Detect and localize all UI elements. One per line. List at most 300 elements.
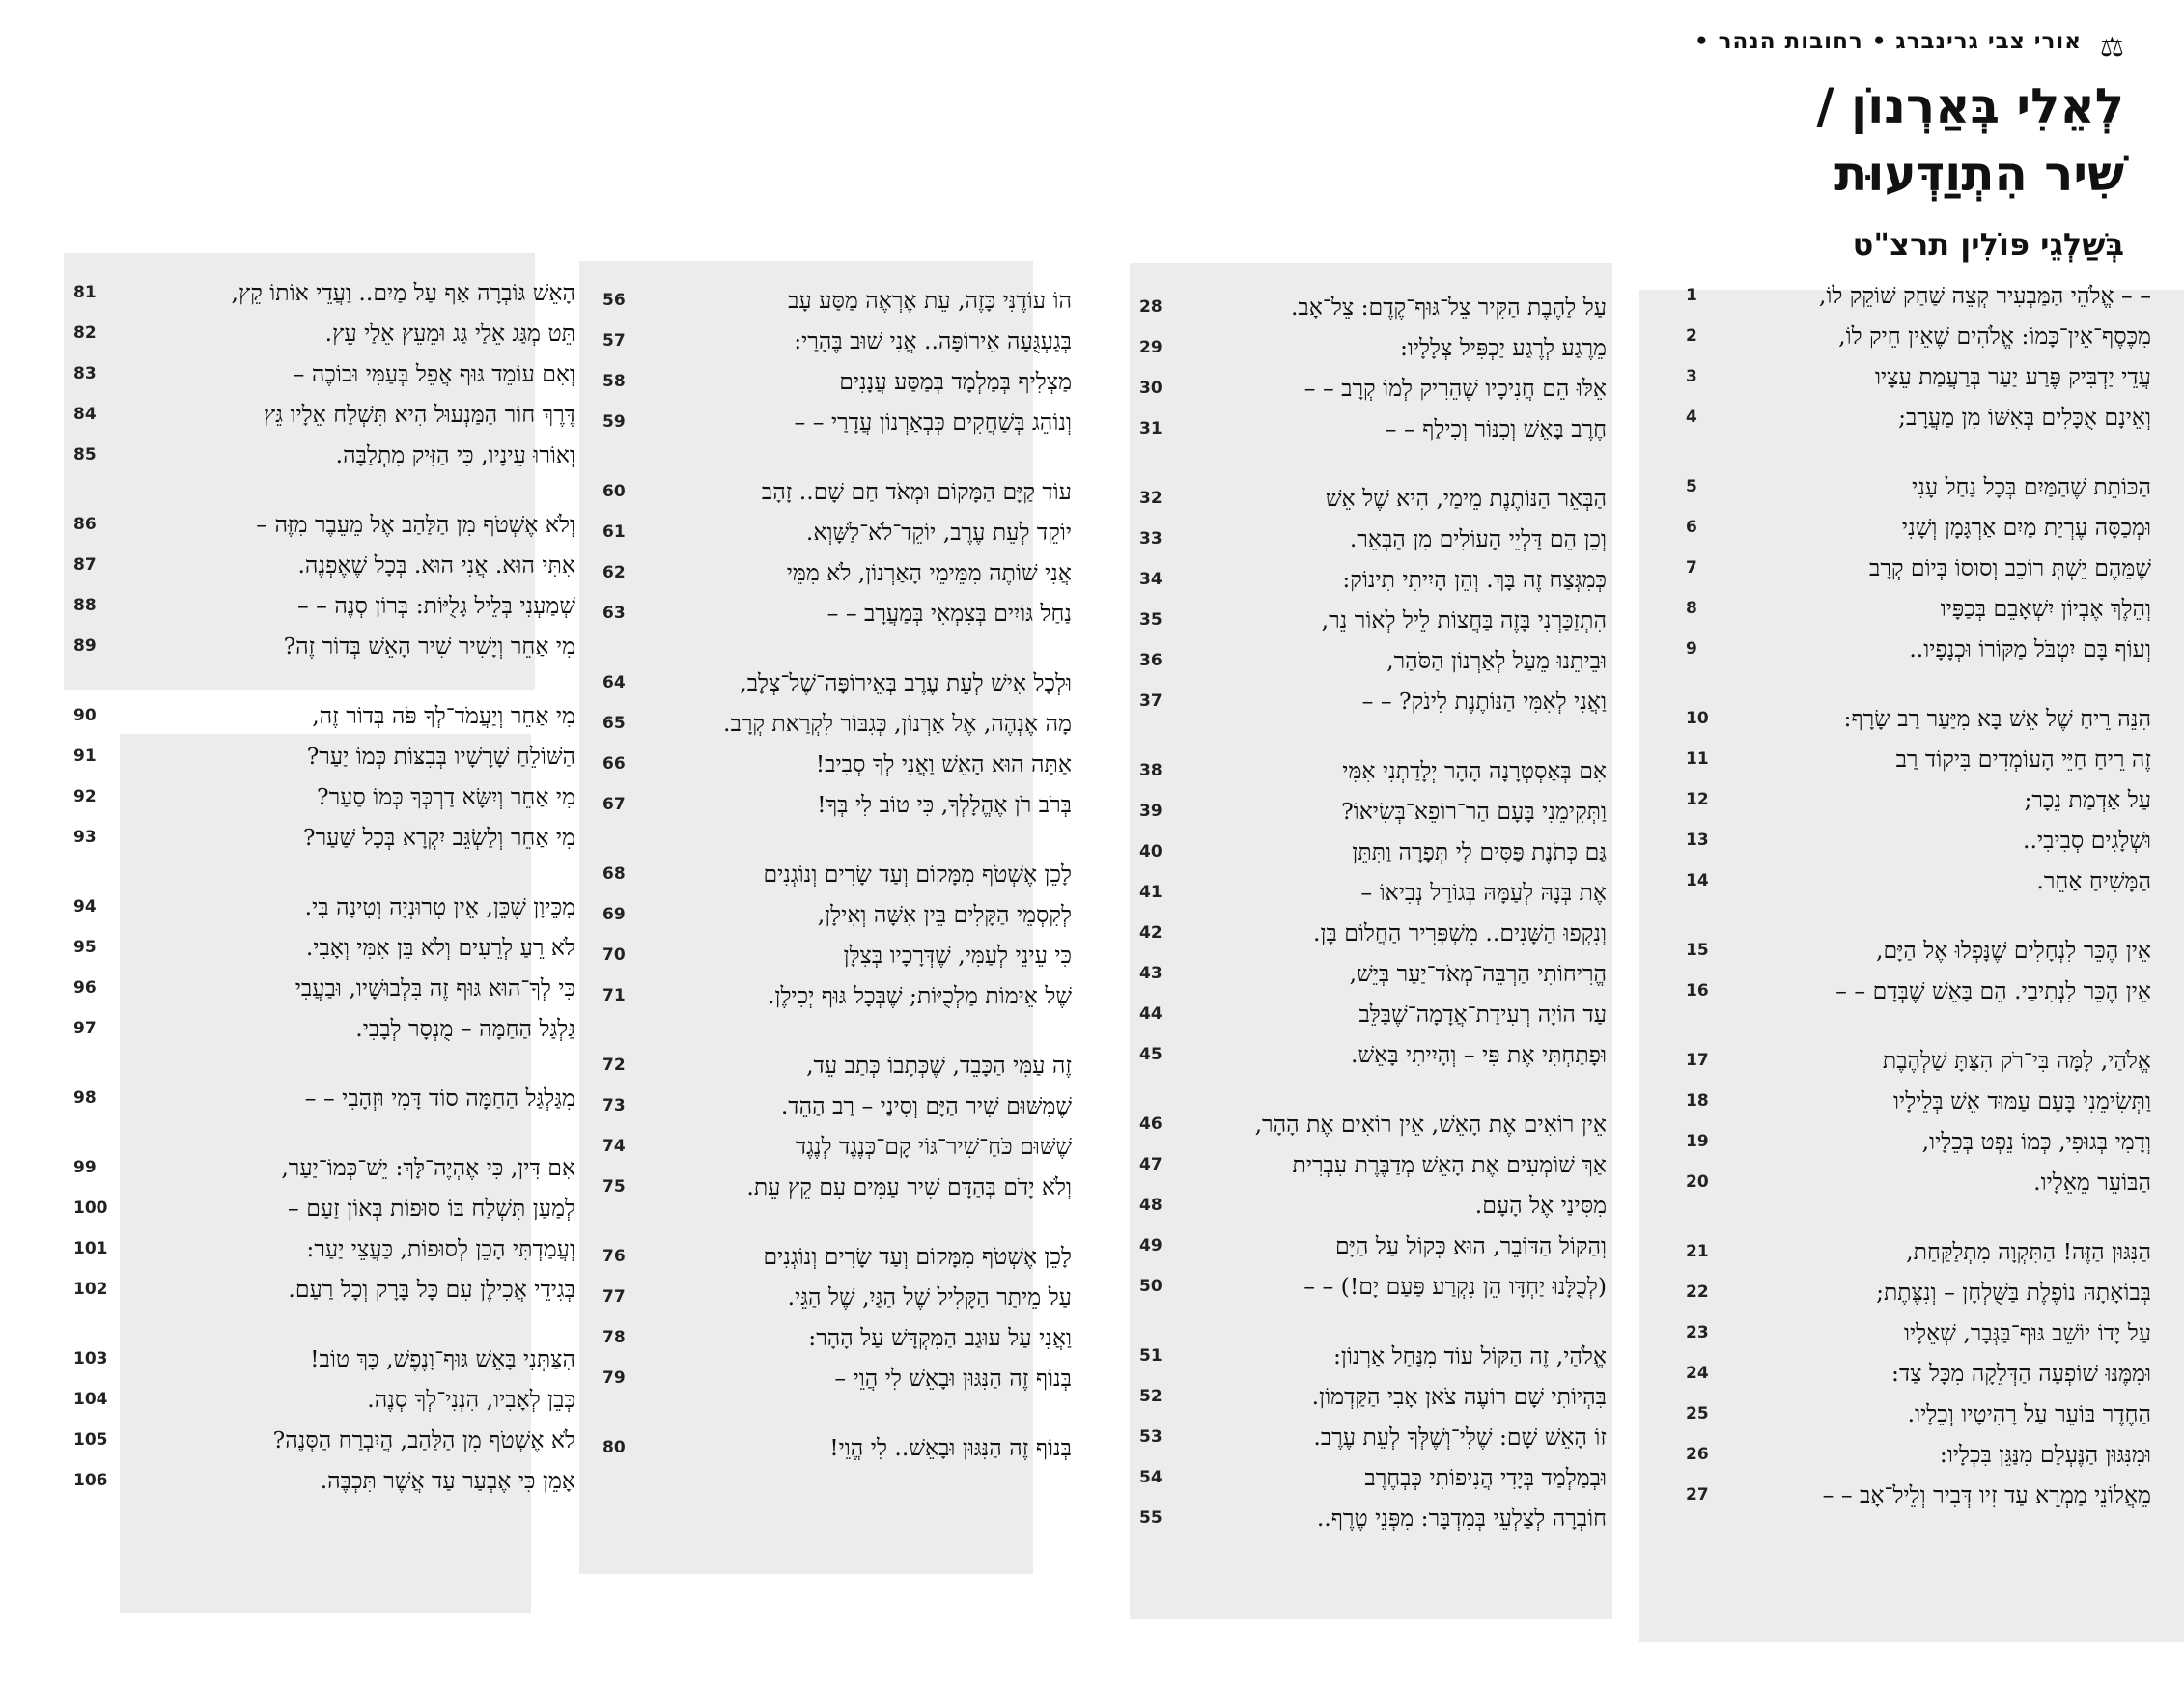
line-number: 53: [1139, 1427, 1162, 1447]
line-number: 73: [602, 1096, 626, 1115]
poem-line: [1132, 1034, 1609, 1075]
poem-line-text: הוֹ עוֹדֶנִּי כָּזֶה, עֵת אֶרְאֶה מַסַּע עָב: [788, 286, 1072, 314]
poem-line: [66, 585, 577, 626]
line-number: 76: [602, 1247, 626, 1266]
poem-line-text: וְלֹא אֶשְׁטֹף מִן הַלַּהַב אֶל מֵעֵבֶר מִזֶּה –: [256, 510, 575, 538]
line-number: 4: [1686, 408, 1697, 427]
poem-line-text: אַתָּה הוּא הָאֵשׁ וַאֲנִי לְךָ סְבִיב!: [815, 749, 1072, 777]
line-number: 98: [73, 1088, 97, 1108]
poem-line-text: מֵאֲלוֹנֵי מַמְרֵא עַד זִיו דְּבִיר וְלֵיל־אָב – –: [1822, 1480, 2151, 1509]
poem-line-text: וּבְמַלְמַד בְּיָדִי הֲנִיפוֹתִי כְּבְחֶרֶב: [1364, 1463, 1607, 1491]
poem-line: [1132, 994, 1609, 1034]
line-number: 100: [73, 1198, 108, 1218]
line-number: 32: [1139, 489, 1162, 508]
poem-line-text: אַךְ שׁוֹמְעִים אֶת הָאֵשׁ מְדַבֶּרֶת עִבְרִית: [1292, 1150, 1607, 1178]
poem-line-text: וְהֵלֶךְ אֶבְיוֹן יִשְׁאָבֵם בְּכַפָּיו: [1940, 594, 2151, 622]
line-number: 97: [73, 1019, 97, 1038]
line-number: 89: [73, 636, 97, 656]
poem-line: [595, 1317, 1074, 1358]
poem-line-text: בִּהְיוֹתִי שָׁם רוֹעֶה צֹאן אָבִי הַקַּדְמוֹן.: [1311, 1382, 1607, 1410]
line-number: 23: [1686, 1323, 1709, 1342]
line-number: 49: [1139, 1236, 1162, 1255]
poem-line: [1132, 327, 1609, 368]
poem-line: [595, 663, 1074, 703]
poem-line-text: מִגַּלְגַּל הַחַמָּה סוֹד דָּמִי וּזְהָבִי – –: [304, 1084, 575, 1112]
line-number: 80: [602, 1438, 626, 1457]
poem-line-text: שְׁמַעְנִי בְּלֵיל גָּלֻיּוֹת: בְּרוֹן סְנֶה – –: [296, 591, 575, 619]
line-number: 103: [73, 1349, 108, 1368]
poem-line-text: וְלֹא יָדֹם בְּהַדָּם שִׁיר עַמִּים עִם קֵץ עֵת.: [746, 1172, 1072, 1200]
line-number: 5: [1686, 477, 1697, 496]
poem-line-text: כִּי לְךָ־הוּא גּוּף זֶה בִּלְבוּשָׁיו, וּבַעֲבִי: [294, 973, 575, 1001]
line-number: 60: [602, 482, 626, 501]
line-number: 18: [1686, 1091, 1709, 1111]
line-number: 6: [1686, 518, 1697, 537]
poem-column-3: [595, 0, 1074, 1692]
poem-line-text: בְּרֹב רֹן אֶהֱלָלְךָ, כִּי טוֹב לִי בְּךָ!: [817, 790, 1072, 818]
poem-line: [66, 435, 577, 475]
poem-line: [1132, 1336, 1609, 1376]
line-number: 31: [1139, 419, 1162, 438]
poem-line: [595, 854, 1074, 894]
poem-line: [66, 1269, 577, 1310]
poem-line: [595, 894, 1074, 935]
poem-line-text: בְּבוֹאָתָהּ נוֹפֶלֶת בַּשֻּׁלְחָן – וְנִצֶּתֶת;: [1876, 1278, 2151, 1306]
poem-line-text: בְּנוֹף זֶה הַנִּגּוּן וּבָאֵשׁ.. לִי הֱוֵי!: [829, 1433, 1072, 1461]
line-number: 64: [602, 673, 626, 692]
poem-line-text: מִסִּינַי אֶל הָעָם.: [1474, 1191, 1607, 1219]
line-number: 91: [73, 747, 97, 766]
poem-line: [1678, 1353, 2153, 1394]
poem-line-text: וּמְכַסָּה עֶרְיַת מַיִם אַרְגָּמָן וְשָׁנִי: [1901, 513, 2151, 541]
line-number: 83: [73, 364, 97, 383]
poem-line-text: לְמַעַן תִּשְׁלַח בּוֹ סוּפוֹת בְּאוֹן זַעַם –: [288, 1194, 575, 1222]
line-number: 85: [73, 445, 97, 465]
poem-line-text: עֲדֵי יַדְבִּיק פֶּרַע יַעַר בְּרַעֲמַת עֵצָיו: [1874, 362, 2151, 390]
poem-line: [1132, 519, 1609, 559]
running-head: אורי צבי גרינברג • רחובות הנהר •: [1694, 29, 2082, 54]
poem-line-text: וּשְׁלָגִים סְבִיבִי..: [2023, 826, 2151, 854]
line-number: 19: [1686, 1132, 1709, 1151]
line-number: 39: [1139, 802, 1162, 821]
line-number: 105: [73, 1430, 108, 1450]
poem-line-text: מַצְלִיף בְּמַלְמָד בְּמַסַּע עֲנָנִים: [839, 367, 1072, 395]
poem-line-text: עַל יָדוֹ יוֹשֵׁב גּוּף־בַּגְּבָר, שְׁאֵלָיו: [1903, 1318, 2151, 1346]
poem-line: [1678, 316, 2153, 356]
line-number: 16: [1686, 981, 1709, 1001]
poem-line-text: אֵין רוֹאִים אֶת הָאֵשׁ, אֵין רוֹאִים אֶת הָהָר,: [1254, 1110, 1607, 1138]
poem-line: [1678, 860, 2153, 901]
poem-line: [1132, 1185, 1609, 1226]
poem-line-text: לָכֵן אֶשְׁטֹף מִמָּקוֹם וְעַד שָׂרִים וְנוֹגְנִים: [763, 1242, 1072, 1270]
poem-line: [66, 1078, 577, 1118]
poem-line: [1678, 356, 2153, 397]
poem-line: [595, 1277, 1074, 1317]
line-number: 61: [602, 522, 626, 542]
poem-line: [595, 1427, 1074, 1468]
poem-line: [1132, 559, 1609, 600]
poem-line-text: גַּם כְּתֹנֶת פַּסִּים לִי תְּפָרָה וַתִּתֵּן: [1352, 837, 1607, 865]
poem-line-text: וְנִקְפוּ הַשָּׁנִים.. מִשְׁפְּרִיר הַחֲלוֹם בָּן.: [1312, 918, 1607, 946]
poem-line-text: וּמִנִּגּוּן הַנֶּעְלָם מִנַּגֵּן בִּכְלָיו:: [1939, 1440, 2151, 1468]
poem-line: [66, 817, 577, 858]
line-number: 21: [1686, 1242, 1709, 1261]
line-number: 14: [1686, 871, 1709, 890]
poem-line: [66, 1339, 577, 1379]
poem-line: [1678, 1394, 2153, 1434]
poem-line-text: הִצַּתְּנִי בָּאֵשׁ גּוּף־וָנֶפֶשׁ, כָּךְ טוֹב!: [310, 1344, 575, 1372]
poem-line-text: עוֹד קַיָּם הַמָּקוֹם וּמְאֹד חַם שָׁם.. זָהָב: [761, 477, 1072, 505]
poem-line: [595, 975, 1074, 1016]
line-number: 36: [1139, 651, 1162, 670]
poem-line: [1678, 971, 2153, 1011]
poem-line: [1132, 1376, 1609, 1417]
poem-line-text: וְהַקּוֹל הַדּוֹבֵר, הוּא כְּקוֹל עַל הַיָּם: [1335, 1231, 1607, 1259]
line-number: 58: [602, 372, 626, 391]
poem-line: [66, 504, 577, 545]
line-number: 96: [73, 978, 97, 998]
poem-line: [595, 361, 1074, 402]
line-number: 67: [602, 795, 626, 814]
poem-line-text: וְכֵן הֵם דַּלְיֵי הָעוֹלִים מִן הַבְּאֵר.: [1349, 524, 1607, 552]
line-number: 28: [1139, 297, 1162, 317]
poem-subtitle: שִׁיר הִתְוַדְּעוּת: [1834, 146, 2124, 202]
poem-line: [1678, 397, 2153, 437]
poem-line-text: וְאִם עוֹמֵד גּוּף אֲפֵל בְּעַמִּי וּבוֹכֶה –: [293, 359, 575, 387]
poem-column-4: [66, 0, 577, 1692]
poem-line: [1132, 1226, 1609, 1266]
poem-line: [595, 471, 1074, 512]
line-number: 41: [1139, 883, 1162, 902]
line-number: 62: [602, 563, 626, 582]
line-number: 46: [1139, 1114, 1162, 1134]
poem-line-text: זוֹ הָאֵשׁ שָׁם: שֶׁלִּי־וְשֶׁלְּךָ לְעֵת עֶרֶב.: [1313, 1423, 1607, 1451]
line-number: 1: [1686, 286, 1697, 305]
poem-line: [66, 1460, 577, 1501]
line-number: 3: [1686, 367, 1697, 386]
poem-line: [595, 703, 1074, 744]
poem-line: [595, 1126, 1074, 1167]
poem-line: [1678, 1434, 2153, 1475]
line-number: 43: [1139, 964, 1162, 983]
poem-line: [1678, 1312, 2153, 1353]
poem-line: [1132, 1417, 1609, 1457]
poem-line-text: מָה אֶנְהֶה, אֶל אַרְנוֹן, כְּגִבּוֹר לִקְרַאת קְרָב.: [723, 709, 1072, 737]
poem-line-text: עַל מֵיתַר הַקָּלִיל שֶׁל הַגַּיִ, שֶׁל הַגֵּי.: [787, 1283, 1072, 1311]
poem-line: [595, 1358, 1074, 1398]
line-number: 87: [73, 555, 97, 575]
poem-line-text: אִם דִּין, כִּי אֶהְיֶה־לָּךְ: יֵשׁ־כְּמוֹ־יַעַר,: [281, 1153, 575, 1181]
line-number: 22: [1686, 1283, 1709, 1302]
poem-dedication: בְּשַׁלְגֵי פּוֹלִין תרצ"ט: [1852, 226, 2124, 263]
poem-line-text: וְדָמִי בְּגוּפִי, כְּמוֹ נֵפְט בְּכֵלָיו,: [1921, 1127, 2151, 1155]
poem-line-text: הַחֶדֶר בּוֹעֵר עַל רָהִיטָיו וְכֵלָיו.: [1907, 1399, 2151, 1427]
line-number: 88: [73, 596, 97, 615]
poem-line: [1678, 739, 2153, 779]
line-number: 17: [1686, 1051, 1709, 1070]
poem-line: [1678, 698, 2153, 739]
poem-line-text: מִכֶּסֶף־אֵין־כָּמוֹ: אֱלֹהִים שֶׁאֵין חֵיק לוֹ,: [1838, 322, 2151, 350]
poem-line-text: אֲנִי שׁוֹתֶה מִמֵּימֵי הָאַרְנוֹן, לֹא מִמֵּי: [786, 558, 1072, 586]
poem-line: [1678, 1231, 2153, 1272]
line-number: 94: [73, 897, 97, 916]
poem-line-text: וּמִמֶּנּוּ שׁוֹפְעָה הַדְּלֵקָה מִכָּל צַד:: [1890, 1359, 2151, 1387]
poem-line-text: הַבְּאֵר הַנּוֹתֶנֶת מֵימַי, הִיא שֶׁל אֵשׁ: [1325, 484, 1607, 512]
poem-line-text: אֵין הֶכֵּר לִנְתִיבַי. הֵם בָּאֵשׁ שֶׁבְּדָם – –: [1835, 976, 2151, 1004]
poem-line: [1132, 287, 1609, 327]
poem-line: [1132, 409, 1609, 449]
poem-title: לְאֵלִי בְּאַרְנוֹן /: [1816, 78, 2124, 134]
line-number: 56: [602, 291, 626, 310]
poem-line-text: שֶׁשּׁוּם כֹּחַ־שִׁיר־גּוֹי קָם־כְּנֶגֶד לְנֶגֶד: [795, 1132, 1072, 1160]
line-number: 35: [1139, 610, 1162, 630]
line-number: 54: [1139, 1468, 1162, 1487]
poem-line: [1132, 600, 1609, 640]
poem-line-text: לֹא רֵעַ לְרֵעִים וְלֹא בֵּן אִמִּי וְאָבִי.: [305, 933, 575, 961]
poem-line: [66, 1188, 577, 1228]
poem-line-text: – – אֱלֹהֵי הַמַּבְעִיר קְצֵה שַׁחַק שׁוֹקֵק לוֹ,: [1818, 281, 2151, 309]
line-number: 77: [602, 1287, 626, 1307]
poem-line: [66, 272, 577, 313]
line-number: 66: [602, 754, 626, 774]
line-number: 42: [1139, 923, 1162, 943]
poem-line-text: בְּנוֹף זֶה הַנִּגּוּן וּבָאֵשׁ לִי הֲוֵי –: [834, 1364, 1072, 1392]
poem-line: [1132, 872, 1609, 913]
poem-line-text: הָאֵשׁ גּוֹבְרָה אַף עַל מַיִם.. וַעֲדֵי אוֹתוֹ קֵץ,: [231, 278, 575, 306]
line-number: 101: [73, 1239, 108, 1258]
poem-line: [66, 927, 577, 968]
line-number: 2: [1686, 326, 1697, 346]
poem-line-text: אִתִּי הוּא. אֲנִי הוּא. בְּכָל שֶׁאֶפְנֶה.: [297, 550, 575, 578]
poem-line: [1132, 832, 1609, 872]
line-number: 72: [602, 1056, 626, 1075]
poem-line: [595, 593, 1074, 634]
line-number: 51: [1139, 1346, 1162, 1366]
line-number: 57: [602, 331, 626, 351]
poem-line: [66, 353, 577, 394]
poem-line: [595, 512, 1074, 552]
poem-line: [1678, 1040, 2153, 1081]
poem-line-text: שֶׁמֵּהֶם יֵשְׁתְּ רוֹכֵב וְסוּסוֹ בְּיוֹם קְרָב: [1869, 553, 2151, 581]
poem-line: [66, 313, 577, 353]
poem-line-text: חֶרֶב בָּאֵשׁ וְכִנּוֹר וְכִילַף – –: [1385, 414, 1607, 442]
poem-line-text: עַל לַהֶבֶת הַקִּיר צֵל־גּוּף־קֶדֶם: צֵל־אָב.: [1290, 293, 1607, 321]
poem-line-text: וּבֵיתֵנוּ מֵעַל לְאַרְנוֹן הַסֹּהַר,: [1386, 646, 1607, 674]
poem-line: [595, 744, 1074, 784]
poem-line-text: וְעֲמַדְתִּי הָכֵן לְסוּפוֹת, כַּעֲצֵי יַעַר:: [306, 1234, 575, 1262]
poem-line: [1132, 681, 1609, 721]
poem-line: [1678, 629, 2153, 669]
poem-line-text: שֶׁמִּשּׁוּם שִׁיר הַיָּם וְסִינַי – רַב הַהֵד.: [780, 1091, 1072, 1119]
poem-line: [1132, 953, 1609, 994]
poem-line-text: וַאֲנִי לְאִמִּי הַנּוֹתֶנֶת לִינֹק? – –: [1361, 687, 1607, 715]
line-number: 86: [73, 515, 97, 534]
line-number: 81: [73, 283, 97, 302]
poem-line-text: וּלְכָל אִישׁ לְעֵת עֶרֶב בְּאֵירוֹפָּה־שֶׁל־צְלָב,: [740, 668, 1072, 696]
poem-line-text: מִי אַחֵר וְיִשָּׂא דַרְכְּךָ כְּמוֹ סַעַר?: [316, 782, 575, 810]
poem-line: [1678, 779, 2153, 820]
poem-line: [66, 1008, 577, 1049]
line-number: 11: [1686, 749, 1709, 769]
poem-line-text: כִּי עֵינֵי לְעַמִּי, שֶׁדְּרָכָיו בְּצִלָּן: [843, 941, 1072, 969]
line-number: 75: [602, 1177, 626, 1197]
poem-line: [1678, 1272, 2153, 1312]
poem-line-text: הִתְזַכַּרְנִי בָּזֶה בַּחֲצוֹת לֵיל לְאוֹר נֵר,: [1321, 606, 1607, 634]
line-number: 34: [1139, 570, 1162, 589]
poem-line: [1678, 466, 2153, 507]
poem-line: [1678, 820, 2153, 860]
poem-line: [1678, 275, 2153, 316]
line-number: 48: [1139, 1196, 1162, 1215]
poem-line: [595, 1086, 1074, 1126]
poem-line-text: יוֹקֵד לְעֵת עֶרֶב, יוֹקֵד־לֹא־לַשָּׁוְא.: [805, 518, 1072, 546]
line-number: 52: [1139, 1387, 1162, 1406]
line-number: 38: [1139, 761, 1162, 780]
poem-line-text: (לְכֻלָּנוּ יַחְדָּו הֵן נִקְרַע פַּעַם יָם!) – –: [1303, 1272, 1607, 1300]
poem-line: [1132, 913, 1609, 953]
poem-line: [1678, 930, 2153, 971]
poem-line: [1132, 640, 1609, 681]
poem-line: [66, 968, 577, 1008]
line-number: 29: [1139, 338, 1162, 357]
line-number: 24: [1686, 1364, 1709, 1383]
poem-line-text: שֶׁל אֵימוֹת מַלְכֻיּוֹת; שֶׁבְּכָל גּוּף יְכִילֶן.: [767, 981, 1072, 1009]
poem-line: [595, 552, 1074, 593]
poem-line: [1132, 1144, 1609, 1185]
poem-line: [595, 784, 1074, 825]
poem-line: [66, 545, 577, 585]
poem-line-text: וּפָתַחְתִּי אֶת פִּי – וְהָיִיתִי בָּאֵשׁ.: [1351, 1040, 1607, 1068]
poem-line-text: וְאֵינָם אֻכָּלִים בְּאִשּׁוֹ מִן מַעֲרָב;: [1898, 403, 2151, 431]
poem-line-text: אֵין הֶכֵּר לִנְחָלִים שֶׁנָּפְלוּ אֶל הַיָּם,: [1875, 936, 2151, 964]
line-number: 69: [602, 905, 626, 924]
poem-line: [1678, 1121, 2153, 1162]
poem-line: [66, 1420, 577, 1460]
poem-line: [66, 394, 577, 435]
poem-line-text: כְּמִגְּצַח זֶה בָּךְ. וְהֵן הָיִיתִי תִינוֹק:: [1342, 565, 1607, 593]
poem-line: [1678, 1162, 2153, 1202]
line-number: 13: [1686, 831, 1709, 850]
poem-line-text: גַּלְגַּל הַחַמָּה – מֻנְסָר לְבָבִי.: [355, 1014, 575, 1042]
poem-line-text: הַמָּשִׁיחַ אַחֵר.: [2036, 866, 2151, 894]
poem-line: [1132, 1266, 1609, 1307]
line-number: 79: [602, 1368, 626, 1388]
poem-line: [595, 1167, 1074, 1207]
line-number: 44: [1139, 1004, 1162, 1024]
poem-line-text: מֵרֶגַע לְרֶגַע יַכְפִּיל צְלָלָיו:: [1399, 333, 1607, 361]
line-number: 25: [1686, 1404, 1709, 1424]
line-number: 7: [1686, 558, 1697, 578]
poem-line-text: לָכֵן אֶשְׁטֹף מִמָּקוֹם וְעַד שָׂרִים וְנוֹגְנִים: [763, 860, 1072, 888]
poem-line-text: מִי אַחֵר וְיָשִׁיר שִׁיר הָאֵשׁ בְּדוֹר זֶה?: [283, 632, 575, 660]
poem-line: [595, 1236, 1074, 1277]
line-number: 8: [1686, 599, 1697, 618]
line-number: 70: [602, 945, 626, 965]
line-number: 68: [602, 864, 626, 884]
line-number: 37: [1139, 691, 1162, 711]
line-number: 10: [1686, 709, 1709, 728]
poem-line-text: אֶת בְּנָהּ לְעַמָּהּ בְּגוֹרַל נְבִיאוֹ –: [1360, 878, 1607, 906]
line-number: 71: [602, 986, 626, 1005]
line-number: 33: [1139, 529, 1162, 549]
poem-line-text: וַתְּשִׂימֵנִי בָּעָם עַמּוּד אֵשׁ בְּלֵילָיו: [1893, 1086, 2151, 1114]
poem-line: [66, 776, 577, 817]
line-number: 59: [602, 412, 626, 432]
poem-line: [66, 736, 577, 776]
poem-column-2: [1132, 0, 1609, 1692]
line-number: 30: [1139, 379, 1162, 398]
poem-line: [66, 1379, 577, 1420]
poem-line-text: זֶה עַמִּי הַכָּבֵד, שֶׁכְּתָבוֹ כְּתַב עֵד,: [806, 1051, 1072, 1079]
poem-column-1: [1678, 0, 2153, 1692]
poem-line-text: הַשּׁוֹלֵחַ שָׁרָשָׁיו בְּבִצּוֹת כְּמוֹ יַעַר?: [306, 742, 575, 770]
poem-line-text: חוֹבְרָה לְצַלְעֵי בְּמִדְבָּר: מִפְּנֵי טֶרֶף..: [1316, 1504, 1607, 1532]
poem-line-text: הִנֵּה רֵיחַ שֶׁל אֵשׁ בָּא מִיַּעַר רַב שָׂרָף:: [1843, 704, 2151, 732]
poem-line-text: וַאֲנִי עַל עוּגַב הַמִּקְדָּשׁ עַל הָהָר:: [808, 1323, 1072, 1351]
poem-line-text: וַתְּקִימֵנִי בָּעָם הַר־רוֹפֵא־בְּשִׂיאוֹ?: [1341, 797, 1607, 825]
line-number: 90: [73, 706, 97, 725]
corner-mark-icon: ⚖: [2099, 31, 2124, 63]
line-number: 47: [1139, 1155, 1162, 1174]
poem-line-text: אֵלּוּ הֵם חֲנִיכָיו שֶׁהֵרִיק לְמוֹ קְרָב – –: [1303, 374, 1607, 402]
poem-line: [66, 1228, 577, 1269]
line-number: 78: [602, 1328, 626, 1347]
line-number: 55: [1139, 1509, 1162, 1528]
poem-line-text: הֱרִיחוֹתִי הַרְבֵּה־מְאֹד־יַעַר בְּיֵשׁ,: [1349, 959, 1607, 987]
poem-line-text: אֱלֹהַי, לָמָּה בִּי־רֹק הִצַּתָּ שַׁלְהֶבֶת: [1882, 1046, 2151, 1074]
line-number: 95: [73, 938, 97, 957]
poem-line-text: בְּגִידֵי אֲכִילֶן עִם כָּל בָּרָק וְכָל רַעַם.: [288, 1275, 575, 1303]
poem-line-text: עַל אַדְמַת נֵכָר;: [2024, 785, 2151, 813]
poem-line: [595, 935, 1074, 975]
poem-line-text: נַחַל גּוֹיִים בְּצִמְאִי בְּמַעֲרָב – –: [826, 599, 1072, 627]
line-number: 104: [73, 1390, 108, 1409]
poem-line-text: הַנִּגּוּן הַזֶּה! הַתִּקְוָה מִתְלַקַּחַת,: [1906, 1237, 2151, 1265]
line-number: 40: [1139, 842, 1162, 861]
poem-line: [66, 695, 577, 736]
poem-line: [1678, 507, 2153, 548]
line-number: 20: [1686, 1172, 1709, 1192]
poem-line: [1132, 1457, 1609, 1498]
poem-line-text: אִם בְּאַסְטְרָנָה הָהָר יְלָדַתְנִי אִמִּי: [1342, 756, 1607, 784]
poem-line: [66, 887, 577, 927]
line-number: 9: [1686, 639, 1697, 659]
poem-line-text: לְקִסְמֵי הַקָּלִים בֵּין אִשָּׁה וְאִילָן,: [817, 900, 1072, 928]
line-number: 102: [73, 1280, 108, 1299]
poem-line-text: וְאוֹרוּ עֵינָיו, כִּי הַזִּיק מִתְלַבָּה.: [335, 440, 575, 468]
line-number: 26: [1686, 1445, 1709, 1464]
poem-line: [1678, 1081, 2153, 1121]
line-number: 84: [73, 405, 97, 424]
poem-line: [1132, 1104, 1609, 1144]
line-number: 12: [1686, 790, 1709, 809]
line-number: 63: [602, 604, 626, 623]
poem-line-text: וְנוֹהֵג בְּשַׁחֲקִים כְּבְאַרְנוֹן עֲדָרַי – –: [794, 408, 1072, 436]
line-number: 65: [602, 714, 626, 733]
line-number: 27: [1686, 1485, 1709, 1505]
poem-line-text: מִי אַחֵר וְלַשְׂגֵּב יִקְרָא בְּכָל שַׁעַר?: [303, 823, 575, 851]
line-number: 82: [73, 324, 97, 343]
poem-line-text: הַכּוֹתֵת שֶׁהַמַּיִם בְּכָל נַחַל עָנִי: [1912, 472, 2151, 500]
poem-line-text: הַבּוֹעֵר מֵאֵלָיו.: [2033, 1168, 2151, 1196]
poem-line-text: לֹא אֶשְׁטֹף מִן הַלַּהַב, הֲיִבְרַח הַסְּנֶה?: [272, 1425, 575, 1453]
poem-line: [1678, 548, 2153, 588]
line-number: 106: [73, 1471, 108, 1490]
poem-line-text: דֶּרֶךְ חוֹר הַמַּנְעוּל הִיא תִּשְׁלַח אֵלָיו גֵּץ: [264, 400, 575, 428]
poem-line-text: מִי אַחֵר וְיַעֲמֹד־לְךָ פֹּה בְּדוֹר זֶה,: [312, 701, 575, 729]
poem-line: [1132, 368, 1609, 409]
poem-line: [66, 626, 577, 666]
